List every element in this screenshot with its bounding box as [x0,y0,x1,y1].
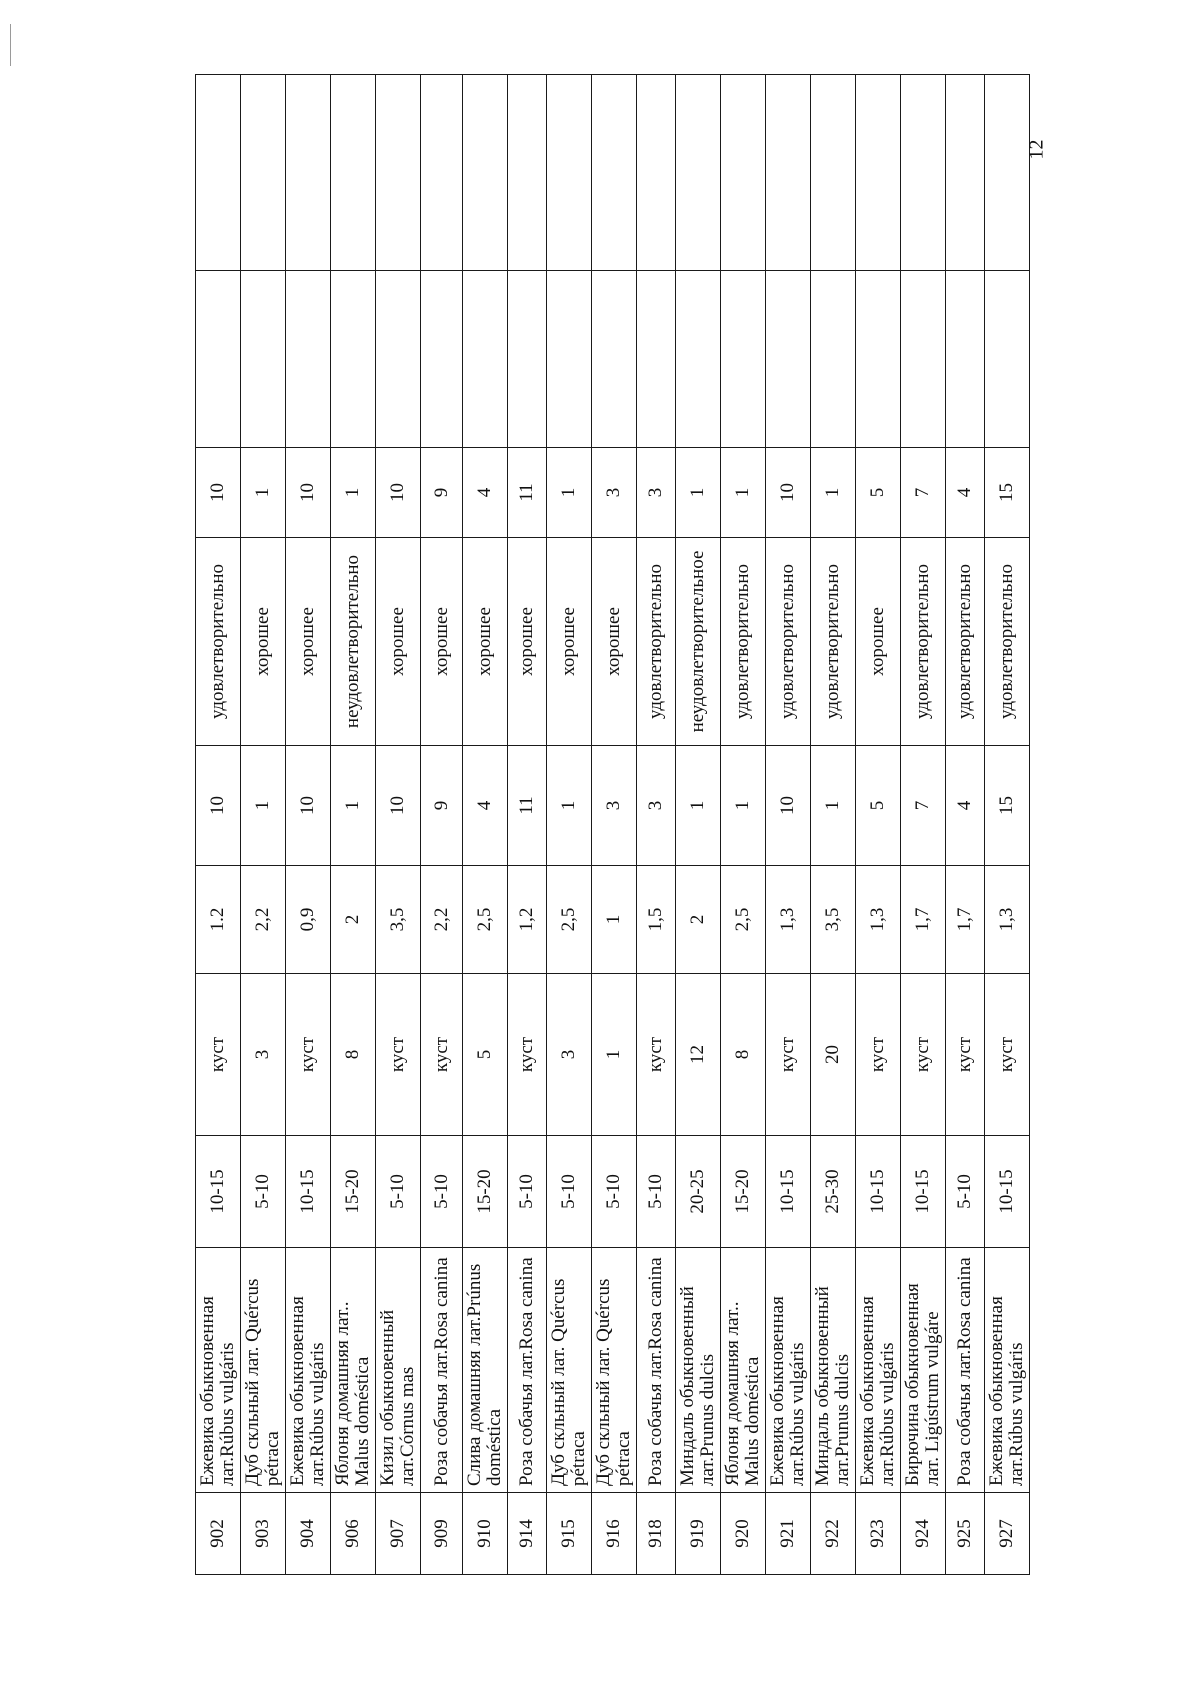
value-cell: 5 [856,448,901,538]
condition-cell: хорошее [286,538,331,746]
quantity-cell: куст [985,974,1030,1136]
row-id-cell: 916 [592,1493,637,1575]
value-cell: 15 [985,448,1030,538]
age-range-cell: 10-15 [766,1136,811,1248]
cover-cell: 5 [856,746,901,866]
page-number: 12 [1025,139,1048,160]
species-name-cell: Бирючина обыкновенная лат. Ligústrum vulgáre [901,1248,946,1493]
condition-cell: неудовлетворительно [331,538,376,746]
empty-cell [811,271,856,448]
empty-cell [946,271,985,448]
table-row [721,75,766,1575]
value-cell: 1 [676,448,721,538]
empty-cell [331,271,376,448]
condition-cell: удовлетворительно [985,538,1030,746]
height-cell: 1,3 [766,866,811,974]
cover-cell: 3 [592,746,637,866]
species-name-cell: Яблоня домашняя лат.. Malus doméstica [331,1248,376,1493]
empty-cell [508,75,547,271]
table-row [331,75,376,1575]
row-id-cell: 902 [196,1493,241,1575]
cover-cell: 1 [721,746,766,866]
empty-cell [592,271,637,448]
species-name-cell: Роза собачья лат.Rosa canina [637,1248,676,1493]
age-range-cell: 10-15 [286,1136,331,1248]
table-body [196,75,1030,1575]
quantity-cell: 1 [592,974,637,1136]
value-cell: 10 [196,448,241,538]
value-cell: 10 [376,448,421,538]
quantity-cell: 8 [721,974,766,1136]
age-range-cell: 5-10 [946,1136,985,1248]
value-cell: 4 [946,448,985,538]
species-name-cell: Яблоня домашняя лат.. Malus doméstica [721,1248,766,1493]
empty-cell [508,271,547,448]
height-cell: 3,5 [811,866,856,974]
quantity-cell: куст [901,974,946,1136]
table-row [286,75,331,1575]
quantity-cell: куст [766,974,811,1136]
empty-cell [592,75,637,271]
plant-registry-table [195,74,1030,1575]
table-row [463,75,508,1575]
height-cell: 1,3 [856,866,901,974]
value-cell: 1 [331,448,376,538]
value-cell: 9 [421,448,463,538]
age-range-cell: 15-20 [331,1136,376,1248]
species-name-cell: Дуб скльный лат. Quércus pétraca [547,1248,592,1493]
scan-edge-mark [10,24,11,66]
empty-cell [637,271,676,448]
condition-cell: неудовлетворительное [676,538,721,746]
height-cell: 0,9 [286,866,331,974]
quantity-cell: 12 [676,974,721,1136]
value-cell: 3 [592,448,637,538]
empty-cell [985,271,1030,448]
height-cell: 2,5 [463,866,508,974]
condition-cell: удовлетворительно [901,538,946,746]
age-range-cell: 5-10 [547,1136,592,1248]
species-name-cell: Ежевика обыкновенная лат.Rúbus vulgáris [985,1248,1030,1493]
value-cell: 1 [721,448,766,538]
species-name-cell: Кизил обыкновенный лат.Córnus mas [376,1248,421,1493]
cover-cell: 7 [901,746,946,866]
value-cell: 1 [241,448,286,538]
row-id-cell: 903 [241,1493,286,1575]
height-cell: 1,3 [985,866,1030,974]
empty-cell [286,75,331,271]
condition-cell: хорошее [508,538,547,746]
quantity-cell: куст [196,974,241,1136]
row-id-cell: 919 [676,1493,721,1575]
condition-cell: хорошее [547,538,592,746]
quantity-cell: куст [286,974,331,1136]
height-cell: 3,5 [376,866,421,974]
height-cell: 1.2 [196,866,241,974]
age-range-cell: 5-10 [241,1136,286,1248]
species-name-cell: Ежевика обыкновенная лат.Rúbus vulgáris [196,1248,241,1493]
age-range-cell: 10-15 [985,1136,1030,1248]
species-name-cell: Роза собачья лат.Rosa canina [508,1248,547,1493]
table-row [901,75,946,1575]
row-id-cell: 915 [547,1493,592,1575]
empty-cell [547,271,592,448]
species-name-cell: Ежевика обыкновенная лат.Rúbus vulgáris [766,1248,811,1493]
table-row [592,75,637,1575]
species-name-cell: Ежевика обыкновенная лат.Rúbus vulgáris [856,1248,901,1493]
cover-cell: 1 [241,746,286,866]
condition-cell: удовлетворительно [196,538,241,746]
empty-cell [376,271,421,448]
value-cell: 1 [547,448,592,538]
empty-cell [811,75,856,271]
table-row [637,75,676,1575]
cover-cell: 1 [676,746,721,866]
row-id-cell: 920 [721,1493,766,1575]
quantity-cell: куст [946,974,985,1136]
condition-cell: хорошее [856,538,901,746]
height-cell: 1,5 [637,866,676,974]
height-cell: 1,7 [901,866,946,974]
height-cell: 1,2 [508,866,547,974]
species-name-cell: Слива домашняя лат.Prúnus doméstica [463,1248,508,1493]
empty-cell [721,75,766,271]
row-id-cell: 918 [637,1493,676,1575]
table-row [985,75,1030,1575]
condition-cell: хорошее [376,538,421,746]
cover-cell: 9 [421,746,463,866]
condition-cell: хорошее [592,538,637,746]
age-range-cell: 5-10 [637,1136,676,1248]
table-row [946,75,985,1575]
cover-cell: 15 [985,746,1030,866]
age-range-cell: 10-15 [901,1136,946,1248]
quantity-cell: 8 [331,974,376,1136]
cover-cell: 4 [946,746,985,866]
condition-cell: удовлетворительно [721,538,766,746]
empty-cell [241,75,286,271]
cover-cell: 1 [331,746,376,866]
condition-cell: удовлетворительно [946,538,985,746]
table-row [676,75,721,1575]
age-range-cell: 5-10 [592,1136,637,1248]
quantity-cell: куст [421,974,463,1136]
row-id-cell: 906 [331,1493,376,1575]
height-cell: 2,2 [241,866,286,974]
empty-cell [376,75,421,271]
species-name-cell: Ежевика обыкновенная лат.Rúbus vulgáris [286,1248,331,1493]
condition-cell: удовлетворительно [766,538,811,746]
empty-cell [856,75,901,271]
species-name-cell: Дуб скльный лат. Quércus pétraca [592,1248,637,1493]
empty-cell [547,75,592,271]
empty-cell [421,75,463,271]
empty-cell [766,271,811,448]
value-cell: 3 [637,448,676,538]
table-row [547,75,592,1575]
quantity-cell: куст [856,974,901,1136]
value-cell: 10 [766,448,811,538]
table-row [241,75,286,1575]
empty-cell [721,271,766,448]
condition-cell: хорошее [241,538,286,746]
row-id-cell: 927 [985,1493,1030,1575]
table-row [811,75,856,1575]
species-name-cell: Роза собачья лат.Rosa canina [421,1248,463,1493]
empty-cell [241,271,286,448]
species-name-cell: Роза собачья лат.Rosa canina [946,1248,985,1493]
value-cell: 10 [286,448,331,538]
empty-cell [196,75,241,271]
row-id-cell: 925 [946,1493,985,1575]
condition-cell: удовлетворительно [811,538,856,746]
rotated-page-content [195,75,1027,1575]
quantity-cell: куст [376,974,421,1136]
empty-cell [196,271,241,448]
cover-cell: 10 [376,746,421,866]
age-range-cell: 15-20 [463,1136,508,1248]
row-id-cell: 914 [508,1493,547,1575]
empty-cell [331,75,376,271]
empty-cell [856,271,901,448]
row-id-cell: 924 [901,1493,946,1575]
quantity-cell: куст [637,974,676,1136]
cover-cell: 10 [286,746,331,866]
empty-cell [901,75,946,271]
empty-cell [421,271,463,448]
empty-cell [676,271,721,448]
empty-cell [463,271,508,448]
quantity-cell: 3 [547,974,592,1136]
empty-cell [766,75,811,271]
quantity-cell: 20 [811,974,856,1136]
empty-cell [901,271,946,448]
cover-cell: 11 [508,746,547,866]
age-range-cell: 15-20 [721,1136,766,1248]
condition-cell: хорошее [463,538,508,746]
value-cell: 4 [463,448,508,538]
row-id-cell: 921 [766,1493,811,1575]
row-id-cell: 909 [421,1493,463,1575]
height-cell: 2,5 [721,866,766,974]
cover-cell: 10 [196,746,241,866]
age-range-cell: 25-30 [811,1136,856,1248]
value-cell: 7 [901,448,946,538]
height-cell: 2,2 [421,866,463,974]
height-cell: 1,7 [946,866,985,974]
age-range-cell: 20-25 [676,1136,721,1248]
empty-cell [463,75,508,271]
cover-cell: 10 [766,746,811,866]
age-range-cell: 5-10 [376,1136,421,1248]
species-name-cell: Миндаль обыкновенный лат.Prunus dulcis [676,1248,721,1493]
row-id-cell: 922 [811,1493,856,1575]
empty-cell [676,75,721,271]
condition-cell: хорошее [421,538,463,746]
age-range-cell: 5-10 [421,1136,463,1248]
condition-cell: удовлетворительно [637,538,676,746]
row-id-cell: 907 [376,1493,421,1575]
height-cell: 2 [331,866,376,974]
height-cell: 1 [592,866,637,974]
empty-cell [985,75,1030,271]
empty-cell [637,75,676,271]
row-id-cell: 923 [856,1493,901,1575]
value-cell: 1 [811,448,856,538]
species-name-cell: Миндаль обыкновенный лат.Prunus dulcis [811,1248,856,1493]
table-row [766,75,811,1575]
quantity-cell: 5 [463,974,508,1136]
quantity-cell: куст [508,974,547,1136]
height-cell: 2 [676,866,721,974]
row-id-cell: 904 [286,1493,331,1575]
table-row [376,75,421,1575]
age-range-cell: 10-15 [196,1136,241,1248]
table-row [856,75,901,1575]
height-cell: 2,5 [547,866,592,974]
empty-cell [286,271,331,448]
age-range-cell: 5-10 [508,1136,547,1248]
quantity-cell: 3 [241,974,286,1136]
row-id-cell: 910 [463,1493,508,1575]
age-range-cell: 10-15 [856,1136,901,1248]
empty-cell [946,75,985,271]
value-cell: 11 [508,448,547,538]
cover-cell: 1 [547,746,592,866]
cover-cell: 1 [811,746,856,866]
species-name-cell: Дуб скльный лат. Quércus pétraca [241,1248,286,1493]
table-row [196,75,241,1575]
table-row [508,75,547,1575]
table-row [421,75,463,1575]
cover-cell: 3 [637,746,676,866]
cover-cell: 4 [463,746,508,866]
